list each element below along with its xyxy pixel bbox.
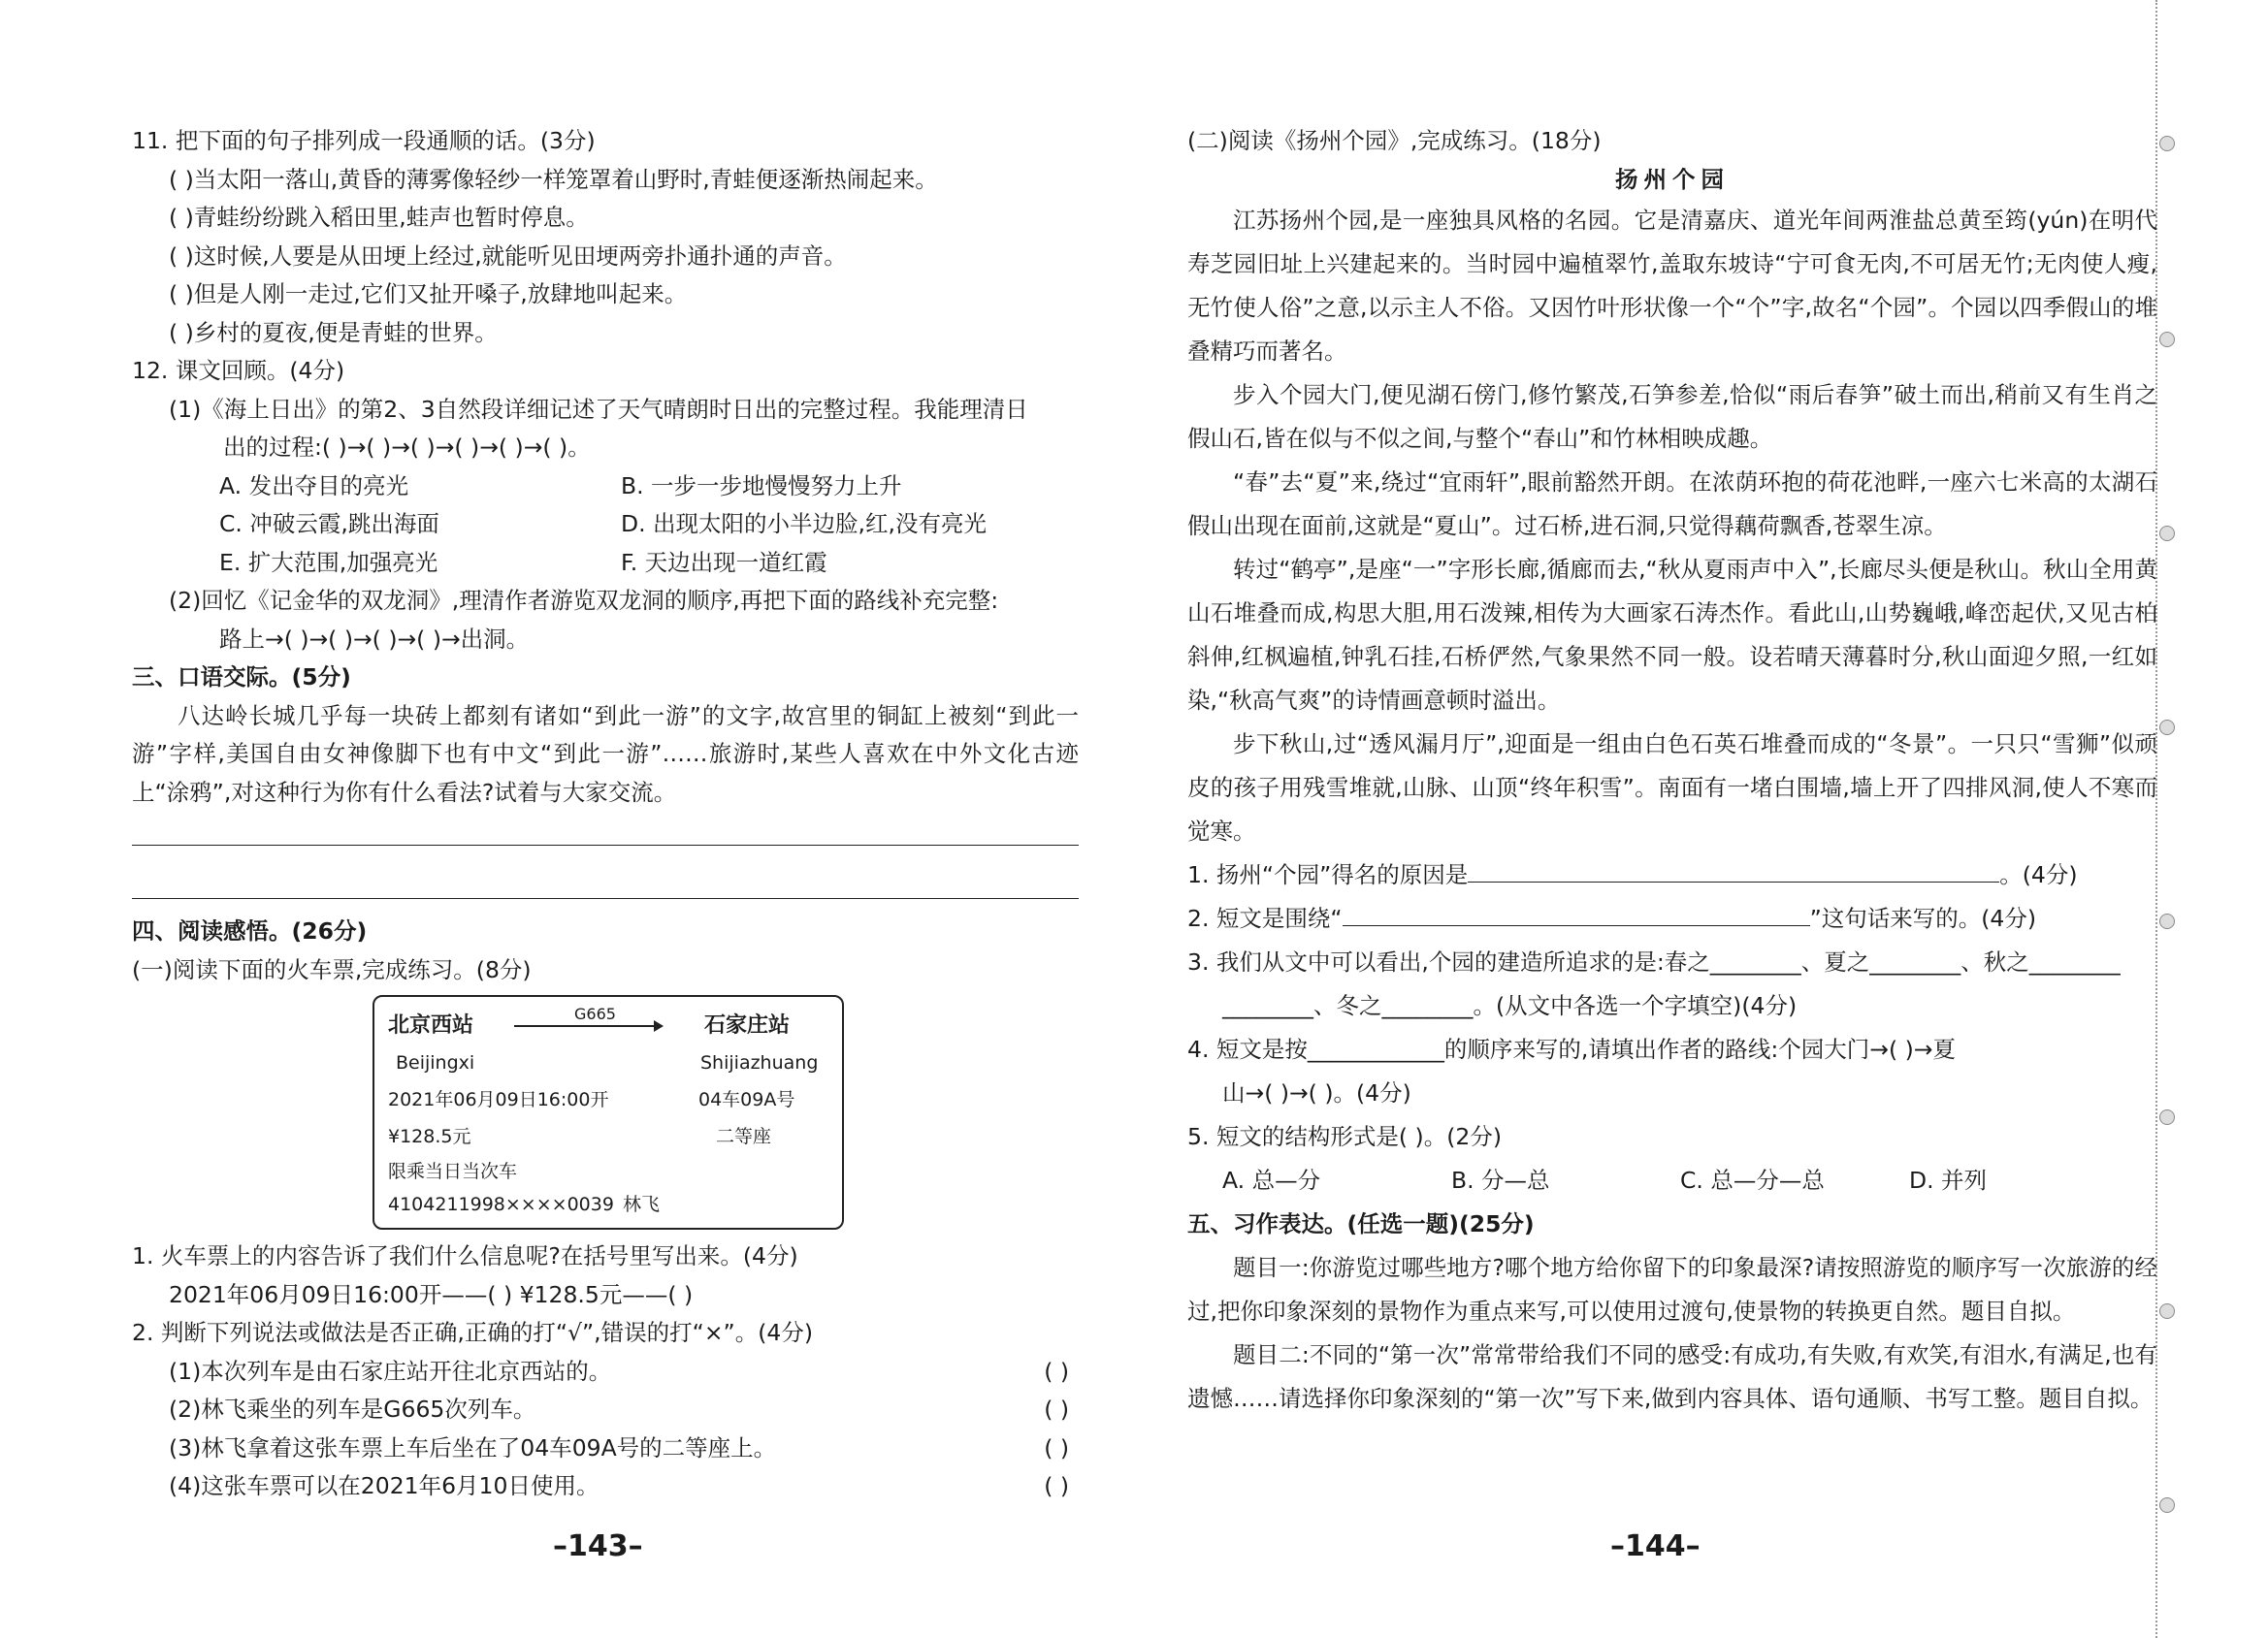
ticket-seat: 04车09A号 <box>698 1089 795 1110</box>
t2-title: 2. 判断下列说法或做法是否正确,正确的打“√”,错误的打“×”。(4分) <box>132 1319 813 1346</box>
t2-answer-paren[interactable]: ( ) <box>1044 1433 1069 1461</box>
q12-option-c: C. 冲破云霞,跳出海面 <box>219 510 439 537</box>
t2-answer-paren[interactable]: ( ) <box>1044 1472 1069 1499</box>
ticket-train-number: G665 <box>574 1005 616 1023</box>
q5-option-c: C. 总—分—总 <box>1680 1167 1825 1194</box>
q11-item: ( )当太阳一落山,黄昏的薄雾像轻纱一样笼罩着山野时,青蛙便逐渐热闹起来。 <box>169 165 938 193</box>
binding-hole <box>2159 720 2175 735</box>
left-page <box>132 122 1079 1506</box>
section3-title: 三、口语交际。(5分) <box>132 663 351 691</box>
binding-hole <box>2159 332 2175 347</box>
question-2-blank[interactable] <box>1343 902 1810 926</box>
article-paragraph: 步入个园大门,便见湖石傍门,修竹繁茂,石笋参差,恰似“雨后春笋”破土而出,稍前又有生肖之假山石,皆在似与不似之间,与整个“春山”和竹林相映成趣。 <box>1187 381 2157 452</box>
ticket-note: 限乘当日当次车 <box>388 1161 518 1182</box>
right-page <box>1187 122 2157 1421</box>
t2-item <box>132 1467 1079 1506</box>
q12-option-e: E. 扩大范围,加强亮光 <box>219 548 438 576</box>
question-2 <box>1187 897 2157 941</box>
ticket-to: 石家庄站 <box>704 1013 791 1038</box>
ticket-arrow-icon <box>514 1025 662 1027</box>
binding-holes <box>2159 0 2179 1638</box>
ticket-id: 4104211998××××0039 <box>388 1194 614 1215</box>
q11-item: ( )青蛙纷纷跳入稻田里,蛙声也暂时停息。 <box>169 204 589 231</box>
t2-statement: (4)这张车票可以在2021年6月10日使用。 <box>169 1472 599 1499</box>
t2-item <box>132 1391 1079 1429</box>
t2-item <box>132 1353 1079 1392</box>
essay-topic-1: 题目一:你游览过哪些地方?哪个地方给你留下的印象最深?请按照游览的顺序写一次旅游的经过,把你印象深刻的景物作为重点来写,可以使用过渡句,使景物的转换更自然。题目自拟。 <box>1187 1254 2157 1325</box>
q12-part1-line1: (1)《海上日出》的第2、3自然段详细记述了天气晴朗时日出的完整过程。我能理清日 <box>169 395 1028 423</box>
question-1-score: 。(4分) <box>1999 861 2078 888</box>
section3-body: 八达岭长城几乎每一块砖上都刻有诸如“到此一游”的文字,故宫里的铜缸上被刻“到此一游”字样,美国自由女神像脚下也有中文“到此一游”……旅游时,某些人喜欢在中外文化古迹上“涂鸦”,对这种行为你有什么看法?试着与大家交流。 <box>132 701 1079 806</box>
q12-option-b: B. 一步一步地慢慢努力上升 <box>621 471 902 499</box>
binding-hole <box>2159 526 2175 541</box>
ticket-from-pinyin: Beijingxi <box>396 1052 475 1074</box>
binding-hole <box>2159 1497 2175 1513</box>
q5-option-b: B. 分—总 <box>1451 1167 1550 1194</box>
binding-hole <box>2159 1109 2175 1125</box>
q12-part1-line2: 出的过程:( )→( )→( )→( )→( )→( )。 <box>223 434 591 461</box>
t2-statement: (3)林飞拿着这张车票上车后坐在了04车09A号的二等座上。 <box>169 1433 777 1461</box>
t2-answer-paren[interactable]: ( ) <box>1044 1396 1069 1423</box>
q12-title: 12. 课文回顾。(4分) <box>132 357 345 384</box>
question-5: 5. 短文的结构形式是( )。(2分) <box>1187 1123 1502 1150</box>
q12-option-f: F. 天边出现一道红霞 <box>621 548 827 576</box>
q12-option-a: A. 发出夺目的亮光 <box>219 471 409 499</box>
binding-hole <box>2159 136 2175 151</box>
answer-line[interactable] <box>132 871 1079 899</box>
ticket-name: 林飞 <box>623 1194 661 1215</box>
t1-title: 1. 火车票上的内容告诉了我们什么信息呢?在括号里写出来。(4分) <box>132 1242 798 1269</box>
binding-hole <box>2159 1303 2175 1319</box>
section5-title: 五、习作表达。(任选一题)(25分) <box>1187 1210 1535 1237</box>
question-1-blank[interactable] <box>1468 858 1999 883</box>
ticket-price: ¥128.5元 <box>388 1126 471 1147</box>
q11-item: ( )乡村的夏夜,便是青蛙的世界。 <box>169 318 498 346</box>
question-3-line2: ________、冬之________。(从文中各选一个字填空)(4分) <box>1222 992 1798 1019</box>
q11-item: ( )这时候,人要是从田埂上经过,就能听见田埂两旁扑通扑通的声音。 <box>169 241 847 270</box>
train-ticket <box>373 995 844 1230</box>
article-paragraph: 转过“鹤亭”,是座“一”字形长廊,循廊而去,“秋从夏雨声中入”,长廊尽头便是秋山。秋山全用黄山石堆叠而成,构思大胆,用石泼辣,相传为大画家石涛杰作。看此山,山势巍峨,峰峦起伏,又见古柏斜伸,红枫遍植,钟乳石挂,石桥俨然,气象果然不同一般。设若晴天薄暮时分,秋山面迎夕照,一红如染,“秋高气爽”的诗情画意顿时溢出。 <box>1187 556 2157 714</box>
page-number-left: –143– <box>553 1529 643 1563</box>
q12-part2-line1: (2)回忆《记金华的双龙洞》,理清作者游览双龙洞的顺序,再把下面的路线补充完整: <box>169 587 999 614</box>
t2-answer-paren[interactable]: ( ) <box>1044 1357 1069 1385</box>
article-paragraph: 步下秋山,过“透风漏月厅”,迎面是一组由白色石英石堆叠而成的“冬景”。一只只“雪狮”似顽皮的孩子用残雪堆就,山脉、山顶“终年积雪”。南面有一堵白围墙,墙上开了四排风洞,使人不寒而觉寒。 <box>1187 730 2157 845</box>
article-paragraph: “春”去“夏”来,绕过“宜雨轩”,眼前豁然开朗。在浓荫环抱的荷花池畔,一座六七米高的太湖石假山出现在面前,这就是“夏山”。过石桥,进石洞,只觉得藕荷飘香,苍翠生凉。 <box>1187 468 2157 539</box>
question-4-line1: 4. 短文是按____________的顺序来写的,请填出作者的路线:个园大门→( )→夏 <box>1187 1036 1956 1063</box>
question-5-options <box>1187 1159 2157 1203</box>
ticket-to-pinyin: Shijiazhuang <box>700 1052 819 1074</box>
ticket-from: 北京西站 <box>388 1013 474 1038</box>
article-title: 扬州个园 <box>1615 165 1730 193</box>
question-2-score: ”这句话来写的。(4分) <box>1809 905 2037 932</box>
q12-options-row <box>132 505 1079 544</box>
q5-option-d: D. 并列 <box>1909 1167 1988 1194</box>
article-paragraph: 江苏扬州个园,是一座独具风格的名园。它是清嘉庆、道光年间两淮盐总黄至筠(yún)在明代寿芝园旧址上兴建起来的。当时园中遍植翠竹,盖取东坡诗“宁可食无肉,不可居无竹;无肉使人瘦,无竹使人俗”之意,以示主人不俗。又因竹叶形状像一个“个”字,故名“个园”。个园以四季假山的堆叠精巧而著名。 <box>1187 207 2157 365</box>
q12-option-d: D. 出现太阳的小半边脸,红,没有亮光 <box>621 510 987 537</box>
t2-statement: (2)林飞乘坐的列车是G665次列车。 <box>169 1396 536 1423</box>
q11-title: 11. 把下面的句子排列成一段通顺的话。(3分) <box>132 127 596 154</box>
q12-options-row <box>132 544 1079 583</box>
q5-option-a: A. 总—分 <box>1222 1167 1321 1194</box>
ticket-class: 二等座 <box>716 1126 772 1147</box>
question-2-text: 2. 短文是围绕“ <box>1187 905 1343 932</box>
q12-part2-line2: 路上→( )→( )→( )→( )→出洞。 <box>219 625 530 653</box>
reading2-title: (二)阅读《扬州个园》,完成练习。(18分) <box>1187 127 1602 154</box>
question-1 <box>1187 853 2157 897</box>
ticket-datetime: 2021年06月09日16:00开 <box>388 1089 609 1110</box>
t2-item <box>132 1429 1079 1468</box>
section4-title: 四、阅读感悟。(26分) <box>132 917 368 945</box>
section4-sub1: (一)阅读下面的火车票,完成练习。(8分) <box>132 955 532 983</box>
answer-line[interactable] <box>132 818 1079 846</box>
essay-topic-2: 题目二:不同的“第一次”常常带给我们不同的感受:有成功,有失败,有欢笑,有泪水,有满足,也有遗憾……请选择你印象深刻的“第一次”写下来,做到内容具体、语句通顺、书写工整。题目自拟。 <box>1187 1341 2157 1412</box>
question-4-line2: 山→( )→( )。(4分) <box>1222 1079 1411 1107</box>
q11-item: ( )但是人刚一走过,它们又扯开嗓子,放肆地叫起来。 <box>169 280 688 307</box>
question-3-line1: 3. 我们从文中可以看出,个园的建造所追求的是:春之________、夏之________、秋之________ <box>1187 948 2121 976</box>
question-1-text: 1. 扬州“个园”得名的原因是 <box>1187 861 1469 888</box>
page-number-right: –144– <box>1610 1529 1701 1563</box>
t2-statement: (1)本次列车是由石家庄站开往北京西站的。 <box>169 1357 612 1385</box>
q12-options-row <box>132 467 1079 506</box>
t1-fill-line: 2021年06月09日16:00开——( ) ¥128.5元——( ) <box>169 1280 694 1308</box>
binding-hole <box>2159 914 2175 929</box>
